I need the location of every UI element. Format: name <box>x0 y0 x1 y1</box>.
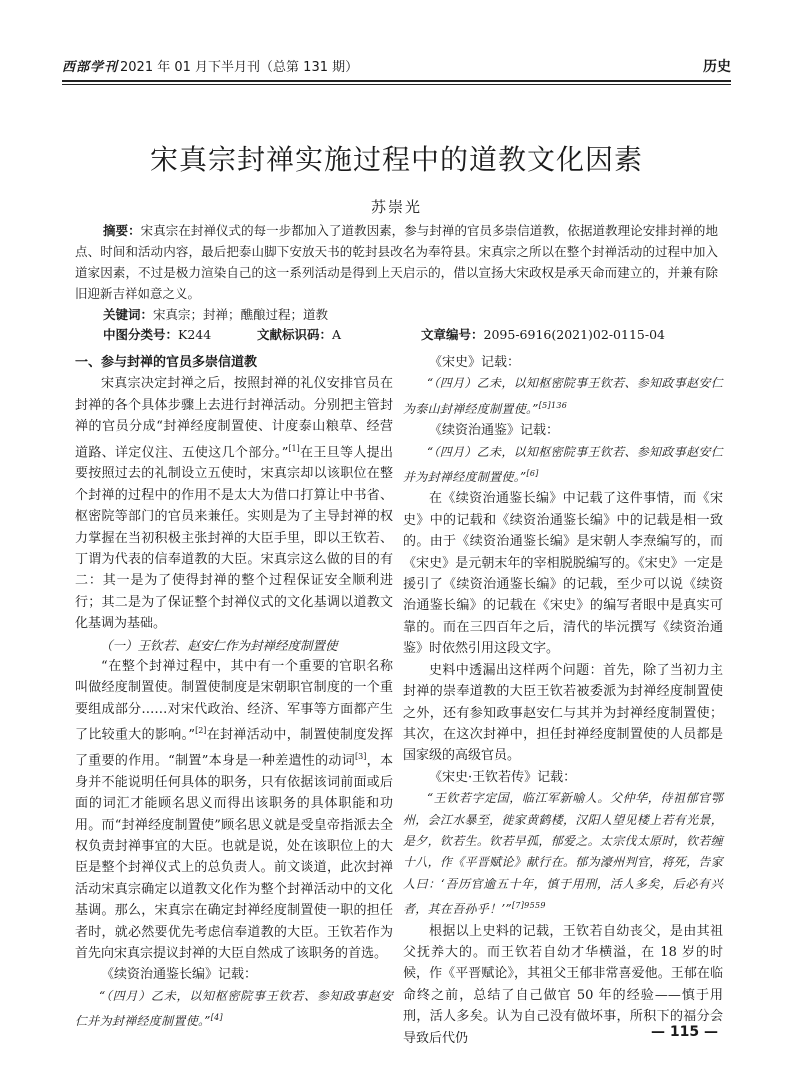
paragraph: 《宋史·王钦若传》记载： <box>429 769 577 785</box>
running-header <box>62 54 731 80</box>
section-heading: 一、参与封禅的官员多崇信道教 <box>75 355 258 370</box>
citation: [5]136 <box>538 400 568 410</box>
article-no-label: 文章编号： <box>421 327 484 342</box>
paragraph <box>75 373 393 634</box>
paragraph: 《宋史》记载： <box>429 355 521 370</box>
citation: [2] <box>195 726 207 736</box>
paragraph: 根据以上史料的记载，王钦若自幼丧父，是由其祖父抚养大的。而王钦若自幼才华横溢，在 18 岁的时候，作《平晋赋论》，其祖父王郁非常喜爱他。王郁在临命终之前，总结了自己做官 50 年的经验——慎于用刑，活人多矣。认为自己没有做坏事，所积下的福分会导致后代仍 <box>403 923 723 1046</box>
article-number <box>421 324 665 345</box>
citation: [7]9559 <box>511 901 546 911</box>
journal-info <box>62 56 358 75</box>
section-name: 历史 <box>703 59 731 75</box>
paragraph: 在《续资治通鉴长编》中记载了这件事情，而《宋史》中的记载和《续资治通鉴长编》中的记载是相一致的。由于《续资治通鉴长编》是宋朝人李焘编写的，而《宋史》是元朝末年的宰相脱脱编写的。《宋史》一定是援引了《续资治通鉴长编》的记载，至少可以说《续资治通鉴长编》的记载在《宋史》的编写者眼中是真实可靠的。而在三四百年之后，清代的毕沅撰写《续资治通鉴》时依然引用这段文字。 <box>403 491 723 657</box>
article-title: 宋真宗封禅实施过程中的道教文化因素 <box>149 143 643 176</box>
abstract-label: 摘要： <box>103 223 141 238</box>
journal-issue: 2021 年 01 月下半月刊（总第 131 期） <box>120 60 359 75</box>
quotation-text: “（四月）乙未，以知枢密院事王钦若、参知政事赵安仁并为封禅经度制置使。” <box>403 444 723 485</box>
quotation-text: “王钦若字定国，临江军新喻人。父仲华，侍祖郁官鄂州，会江水暴至，徙家黄鹤楼，汉阳人望见楼上若有光景，是夕，钦若生。钦若早孤，郁爱之。太宗伐太原时，钦若缠十八，作《平晋赋论》献行在。郁为濠州判官，将死，告家人曰：‘吾历官逾五十年，慎于用刑，活人多矣，后必有兴者，其在吾孙乎！’” <box>403 791 723 917</box>
quotation <box>403 788 723 920</box>
clc-label: 中图分类号： <box>103 327 179 342</box>
paragraph-text: 在王旦等人提出要按照过去的礼制设立五使时，宋真宗却以该职位在整个封禅的过程中的作用不是太大为借口打算让中书省、枢密院等部门的官员来兼任。实则是为了主导封禅的权力掌握在当初积极主张封禅的大臣手里，即以王钦若、丁谓为代表的信奉道教的大臣。宋真宗这么做的目的有二：其一是为了使得封禅的整个过程保证安全顺利进行；其二是为了保证整个封禅仪式的文化基调以道教文化基调为基础。 <box>75 444 393 632</box>
citation: [1] <box>288 443 300 453</box>
paragraph-text: 在封禅活动中，制置使制度发挥了重要的作用。“制置”本身是一种差遣性的动词 <box>75 727 393 769</box>
abstract <box>75 220 718 304</box>
doc-value: A <box>332 327 342 342</box>
right-column <box>403 352 723 1049</box>
article-no-value: 2095-6916(2021)02-0115-04 <box>483 327 665 342</box>
header-rule-thick <box>62 80 731 82</box>
paragraph-text: “在整个封禅过程中，其中有一个重要的官职名称叫做经度制置使。制置使制度是宋朝职官制度的一个重要组成部分……对宋代政治、经济、军事等方面都产生了比较重大的影响。” <box>75 659 393 743</box>
subsection-heading: （一）王钦若、赵安仁作为封禅经度制置使 <box>100 637 338 653</box>
quotation <box>75 986 393 1033</box>
keywords-text: 宋真宗；封禅；醮酿过程；道教 <box>153 307 329 322</box>
paragraph <box>75 656 393 964</box>
citation: [6] <box>526 469 539 479</box>
left-column <box>75 352 393 1033</box>
paragraph: 史料中透漏出这样两个问题：首先，除了当初力主封禅的崇奉道教的大臣王钦若被委派为封禅经度制置使之外，还有参知政事赵安仁与其并为封禅经度制置使；其次，在这次封禅中，担任封禅经度制置使的人员都是国家级的高级官员。 <box>403 662 723 764</box>
keywords-label: 关键词： <box>103 307 154 322</box>
article-author: 苏崇光 <box>370 198 422 216</box>
clc-value: K244 <box>178 327 212 342</box>
page-number: — 115 — <box>651 1024 718 1040</box>
quotation <box>403 442 723 489</box>
quotation-text: “（四月）乙未，以知枢密院事王钦若、参知政事赵安仁并为封禅经度制置使。” <box>75 988 393 1029</box>
paragraph-text: 宋真宗决定封禅之后，按照封禅的礼仪安排官员在封禅的各个具体步骤上去进行封禅活动。分别把主管封禅的官员分成“封禅经度制置使、计度泰山粮草、经营道路、详定仪注、五使这几个部分。” <box>75 376 393 460</box>
header-rule-thin <box>62 84 731 85</box>
citation: [4] <box>210 1013 223 1023</box>
clc-code <box>103 324 211 345</box>
doc-label: 文献标识码： <box>257 327 333 342</box>
quotation <box>403 373 723 420</box>
quotation-text: “（四月）乙未，以知枢密院事王钦若、参知政事赵安仁为泰山封禅经度制置使。” <box>403 376 723 416</box>
paragraph: 《续资治通鉴》记载： <box>429 423 560 439</box>
citation: [3] <box>355 751 367 761</box>
journal-logo: 西部学刊 <box>62 60 119 75</box>
abstract-text: 宋真宗在封禅仪式的每一步都加入了道教因素，参与封禅的官员多崇信道教，依据道教理论安排封禅的地点、时间和活动内容，最后把泰山脚下安放天书的乾封县改名为奉符县。宋真宗之所以在整个封禅活动的过程中加入道家因素，不过是极力渲染自己的这一系列活动是得到上天启示的，借以宣扬大宋政权是承天命而建立的，并兼有除旧迎新吉祥如意之义。 <box>75 223 718 301</box>
paragraph-text: ，本身并不能说明任何具体的职务，只有依据该词前面或后面的词汇才能顾名思义而得出该职务的具体职能和功用。而“封禅经度制置使”顾名思义就是受皇帝指派去全权负责封禅事宜的大臣。也就是说，处在该职位上的大臣是整个封禅仪式上的总负责人。前文谈道，此次封禅活动宋真宗确定以道教文化作为整个封禅活动中的文化基调。那么，宋真宗在确定封禅经度制置使一职的担任者时，就必然要优先考虑信奉道教的大臣。王钦若作为首先向宋真宗提议封禅的大臣自然成了该职务的首选。 <box>75 753 393 961</box>
paragraph: 《续资治通鉴长编》记载： <box>101 967 258 983</box>
doc-code <box>257 324 341 345</box>
keywords <box>75 304 718 325</box>
